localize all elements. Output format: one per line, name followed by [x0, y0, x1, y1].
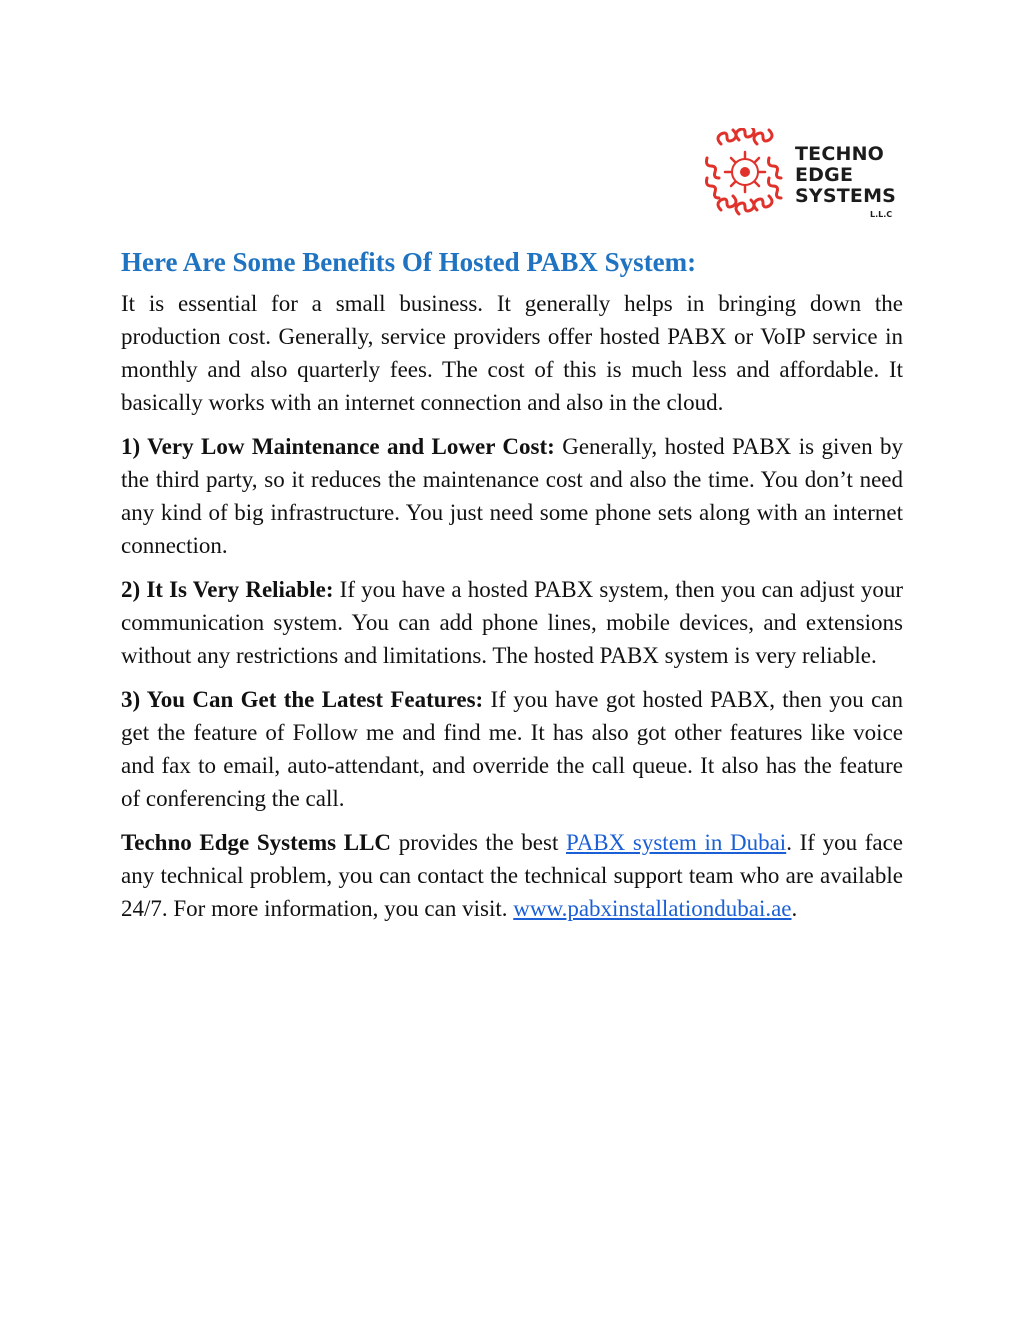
- techno-edge-sun-logo-icon: [703, 128, 787, 216]
- closing-text-3: .: [791, 896, 798, 921]
- closing-text-1: provides the best: [391, 830, 567, 855]
- benefit-title-2: 2) It Is Very Reliable:: [121, 577, 334, 602]
- logo-line-1: TECHNO: [795, 143, 885, 165]
- pabx-dubai-link[interactable]: PABX system in Dubai: [566, 830, 787, 855]
- company-logo: [703, 128, 903, 220]
- closing-paragraph: [121, 826, 903, 925]
- benefit-paragraph-3: [121, 683, 903, 815]
- logo-line-2: EDGE: [795, 164, 854, 186]
- intro-paragraph: It is essential for a small business. It generally helps in bringing down the production cost. Generally, service providers offer hosted PABX or VoIP service in monthly and also quarterly fees. The cost of this is much less and affordable. It basically works with an internet connection and also in the cloud.: [121, 291, 903, 415]
- website-link[interactable]: www.pabxinstallationdubai.ae: [513, 896, 792, 921]
- logo-suffix: L.L.C: [870, 210, 893, 219]
- benefit-paragraph-2: [121, 573, 903, 672]
- benefit-title-1: 1) Very Low Maintenance and Lower Cost:: [121, 434, 555, 459]
- logo-wordmark: [795, 144, 896, 207]
- benefit-text-2: If you have a hosted PABX system, then you can adjust your communication system. You can add phone lines, mobile devices, and extensions without any restrictions and limitations. The hosted PABX system is very reliable.: [121, 577, 903, 668]
- company-name: Techno Edge Systems LLC: [121, 830, 392, 855]
- benefit-paragraph-1: [121, 430, 903, 562]
- document-body: [121, 244, 903, 936]
- closing-text-2: . If you face any technical problem, you can contact the technical support team who are available 24/7. For more information, you can visit.: [121, 830, 904, 921]
- benefit-text-3: If you have got hosted PABX, then you can get the feature of Follow me and find me. It has also got other features like voice and fax to email, auto-attendant, and override the call queue. It also has the feature of conferencing the call.: [121, 687, 903, 811]
- page-title: Here Are Some Benefits Of Hosted PABX System:: [121, 247, 697, 277]
- logo-line-3: SYSTEMS: [795, 185, 897, 207]
- benefit-title-3: 3) You Can Get the Latest Features:: [121, 687, 484, 712]
- benefit-text-1: Generally, hosted PABX is given by the third party, so it reduces the maintenance cost and also the time. You don’t need any kind of big infrastructure. You just need some phone sets along with an internet connection.: [121, 434, 903, 558]
